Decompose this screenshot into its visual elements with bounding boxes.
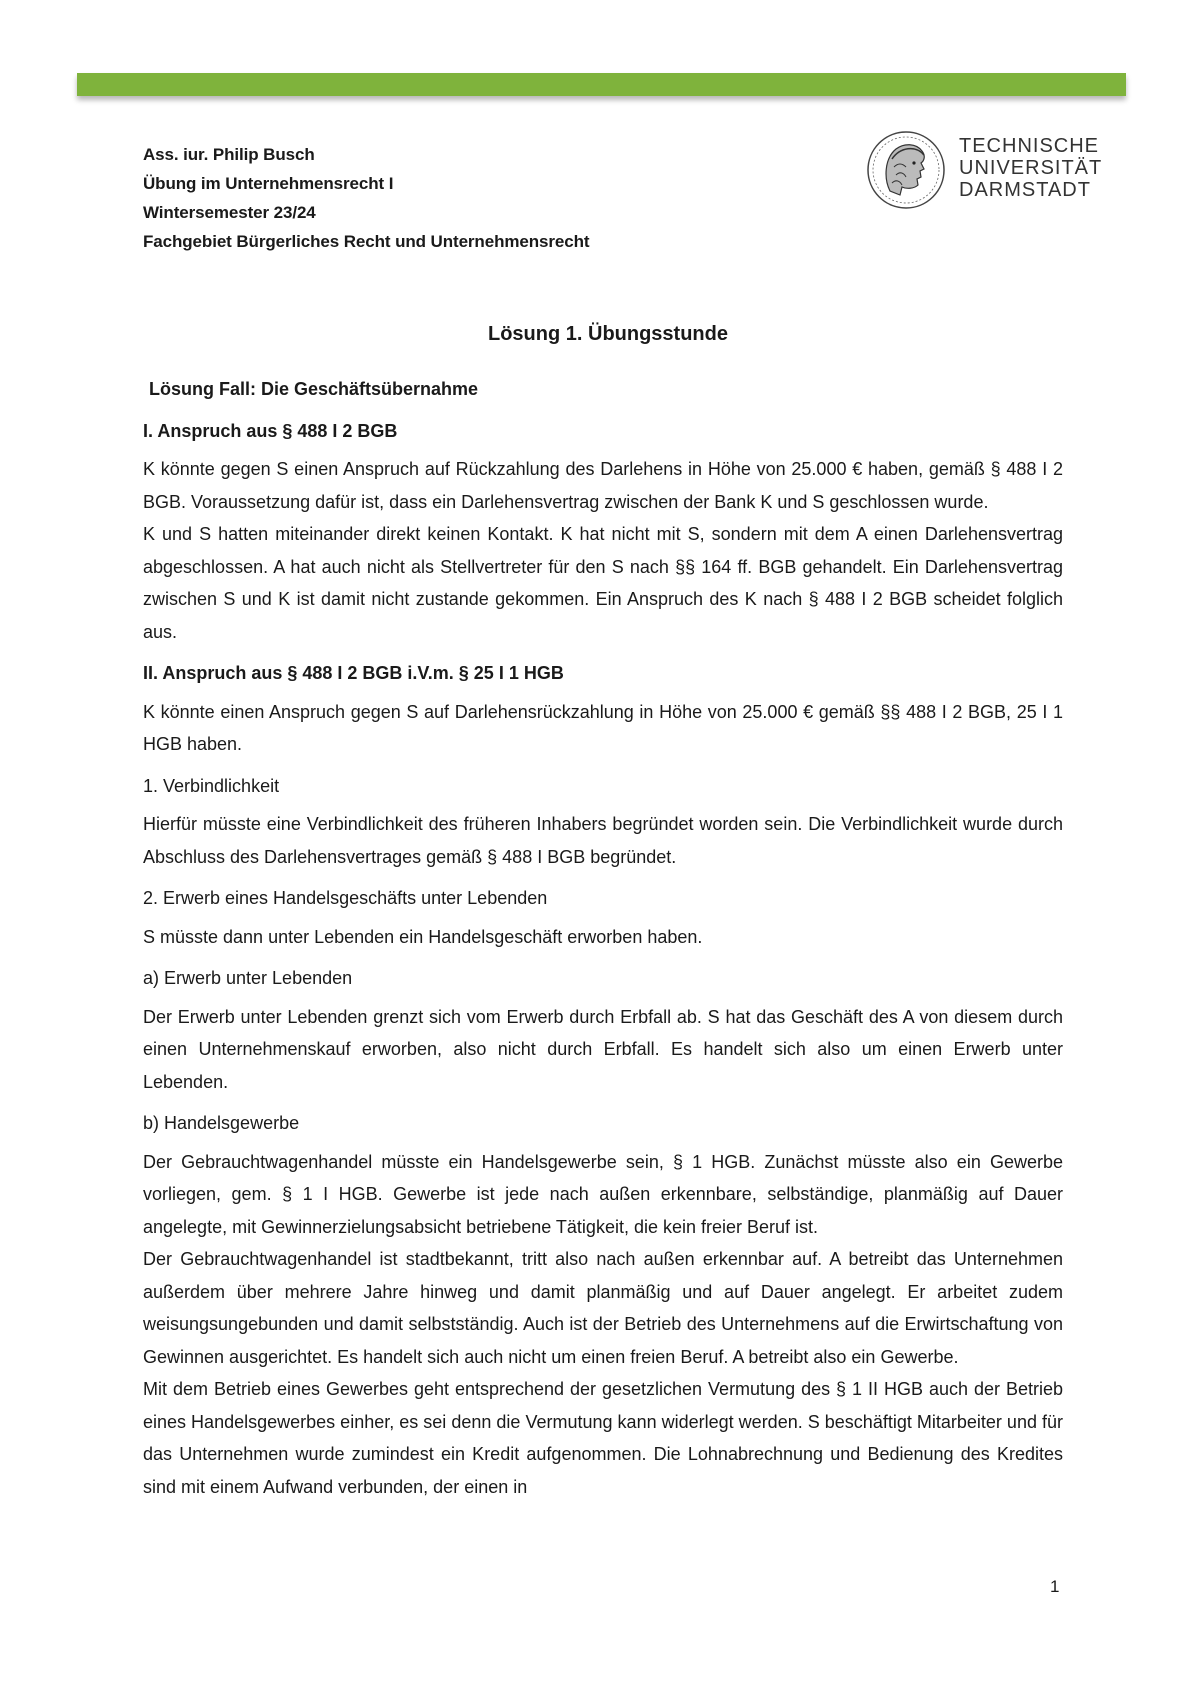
paragraph: K könnte einen Anspruch gegen S auf Darlehensrückzahlung in Höhe von 25.000 € gemäß §§ 488 I 2 BGB, 25 I 1 HGB haben. [143,701,1063,754]
header-accent-bar [77,73,1126,96]
subsection-heading: 1. Verbindlichkeit [143,775,280,796]
document-body [143,318,1063,1503]
section-heading-2: II. Anspruch aus § 488 I 2 BGB i.V.m. § 25 I 1 HGB [143,663,564,683]
athena-head-icon [866,129,948,211]
paragraph: Der Gebrauchtwagenhandel ist stadtbekannt, tritt also nach außen erkennbar auf. A betreibt das Unternehmen außerdem über mehrere Jahre hinweg und damit planmäßig und auf Dauer angelegt. Er arbeitet zudem weisungsungebunden und damit selbstständig. Auch ist der Betrieb des Unternehmens auf die Erwirtschaftung von Gewinnen ausgerichtet. Es handelt sich auch nicht um einen freien Beruf. A betreibt also ein Gewerbe. [143,1249,1063,1367]
paragraph: K und S hatten miteinander direkt keinen Kontakt. K hat nicht mit S, sondern mit dem A einen Darlehensvertrag abgeschlossen. A hat auch nicht als Stellvertreter für den S nach §§ 164 ff. BGB gehandelt. Ein Darlehensvertrag zwischen S und K ist damit nicht zustande gekommen. Ein Anspruch des K nach § 488 I 2 BGB scheidet folglich aus. [143,524,1063,642]
paragraph: Mit dem Betrieb eines Gewerbes geht entsprechend der gesetzlichen Vermutung des § 1 II HGB auch der Betrieb eines Handelsgewerbes einher, es sei denn die Vermutung kann widerlegt werden. S beschäftigt Mitarbeiter und für das Unternehmen wurde zumindest ein Kredit aufgenommen. Die Lohnabrechnung und Bedienung des Kredites sind mit einem Aufwand verbunden, der einen in [143,1379,1063,1497]
subsection-heading: a) Erwerb unter Lebenden [143,968,353,988]
document-header [143,140,589,256]
paragraph: S müsste dann unter Lebenden ein Handelsgeschäft erworben haben. [143,926,703,947]
department-line: Fachgebiet Bürgerliches Recht und Unternehmensrecht [143,232,590,251]
paragraph: K könnte gegen S einen Anspruch auf Rückzahlung des Darlehens in Höhe von 25.000 € haben, gemäß § 488 I 2 BGB. Voraussetzung dafür ist, dass ein Darlehensvertrag zwischen der Bank K und S geschlossen wurde. [143,459,1063,512]
case-title: Lösung Fall: Die Geschäftsübernahme [149,379,479,399]
logo-line-1: TECHNISCHE [959,135,1100,157]
logo-line-2: UNIVERSITÄT [959,157,1103,179]
paragraph: Der Gebrauchtwagenhandel müsste ein Handelsgewerbe sein, § 1 HGB. Zunächst müsste also ein Gewerbe vorliegen, gem. § 1 I HGB. Gewerbe ist jede nach außen erkennbare, selbständige, planmäßig auf Dauer angelegte, mit Gewinnerzielungsabsicht betriebene Tätigkeit, die kein freier Beruf ist. [143,1151,1063,1237]
subsection-heading: 2. Erwerb eines Handelsgeschäfts unter Lebenden [143,888,548,908]
paragraph: Hierfür müsste eine Verbindlichkeit des früheren Inhabers begründet worden sein. Die Verbindlichkeit wurde durch Abschluss des Darlehensvertrages gemäß § 488 I BGB begründet. [143,814,1063,867]
university-logo [866,129,1106,211]
page-title: Lösung 1. Übungsstunde [488,323,728,345]
page-number: 1 [1050,1577,1060,1596]
semester-line: Wintersemester 23/24 [143,203,316,222]
course-line: Übung im Unternehmensrecht I [143,174,394,193]
section-heading-1: I. Anspruch aus § 488 I 2 BGB [143,420,398,441]
subsection-heading: b) Handelsgewerbe [143,1113,300,1133]
logo-line-3: DARMSTADT [959,179,1091,201]
author-line: Ass. iur. Philip Busch [143,145,315,164]
paragraph: Der Erwerb unter Lebenden grenzt sich vom Erwerb durch Erbfall ab. S hat das Geschäft des A von diesem durch einen Unternehmenskauf erworben, also nicht durch Erbfall. Es handelt sich also um einen Erwerb unter Lebenden. [143,1006,1063,1092]
